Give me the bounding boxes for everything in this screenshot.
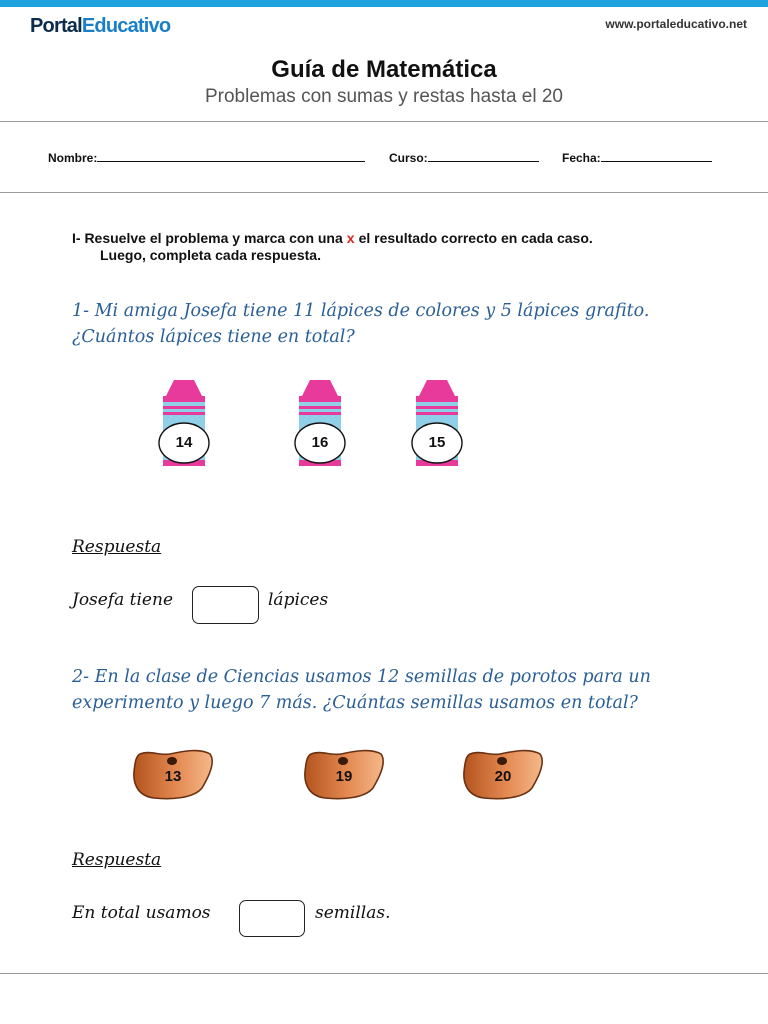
website-link[interactable]: www.portaleducativo.net (605, 17, 747, 31)
crayon-icon (290, 378, 350, 470)
crayon-option-3-label: 15 (428, 434, 446, 451)
page-title: Guía de Matemática (271, 56, 497, 83)
x-mark: x (346, 230, 355, 246)
question-1-line2: ¿Cuántos lápices tiene en total? (72, 327, 355, 347)
bean-option-3-label: 20 (494, 768, 512, 785)
date-field[interactable] (562, 150, 712, 165)
name-line[interactable] (97, 150, 365, 162)
course-line[interactable] (428, 150, 539, 162)
answer-2-box[interactable] (239, 900, 305, 937)
date-line[interactable] (601, 150, 712, 162)
crayon-option-1-label: 14 (175, 434, 193, 451)
instruction (72, 230, 593, 264)
answer-1-before: Josefa tiene (72, 590, 174, 610)
question-1-line1: 1- Mi amiga Josefa tiene 11 lápices de colores y 5 lápices grafito. (72, 301, 650, 321)
question-2-line1: 2- En la clase de Ciencias usamos 12 semillas de porotos para un (72, 667, 651, 687)
fields-divider (0, 192, 768, 193)
instruction-line2: Luego, completa cada respuesta. (100, 247, 321, 263)
header-divider (0, 121, 768, 122)
instruction-prefix: I- Resuelve el problema y marca con una (72, 230, 343, 246)
crayon-icon (154, 378, 214, 470)
course-field[interactable] (389, 150, 539, 165)
course-label: Curso: (389, 151, 428, 165)
name-label: Nombre: (48, 151, 98, 165)
answer-1-heading: Respuesta (72, 537, 162, 557)
question-2 (72, 664, 722, 716)
instruction-suffix: el resultado correcto en cada caso. (358, 230, 593, 246)
top-accent-bar (0, 0, 768, 7)
crayon-icon (407, 378, 467, 470)
question-2-line2: experimento y luego 7 más. ¿Cuántas semillas usamos en total? (72, 693, 638, 713)
portal-educativo-logo[interactable] (30, 15, 170, 38)
answer-1-box[interactable] (192, 586, 259, 624)
crayon-option-2[interactable] (290, 378, 350, 470)
crayon-option-1[interactable] (154, 378, 214, 470)
bean-option-1[interactable] (132, 748, 214, 800)
crayon-option-3[interactable] (407, 378, 467, 470)
page-subtitle: Problemas con sumas y restas hasta el 20 (204, 86, 563, 107)
crayon-option-2-label: 16 (311, 434, 329, 451)
answer-2-after: semillas. (315, 903, 391, 923)
answer-2-heading: Respuesta (72, 850, 162, 870)
bean-option-2[interactable] (303, 748, 385, 800)
bean-option-3[interactable] (462, 748, 544, 800)
answer-1-after: lápices (268, 590, 329, 610)
question-1 (72, 298, 722, 350)
answer-2-before: En total usamos (72, 903, 211, 923)
footer-divider (0, 973, 768, 974)
bean-option-1-label: 13 (164, 768, 182, 785)
date-label: Fecha: (562, 151, 601, 165)
logo-part-portal: Portal (30, 15, 82, 37)
logo-part-educativo: Educativo (81, 15, 171, 37)
bean-option-2-label: 19 (335, 768, 353, 785)
name-field[interactable] (48, 150, 365, 165)
